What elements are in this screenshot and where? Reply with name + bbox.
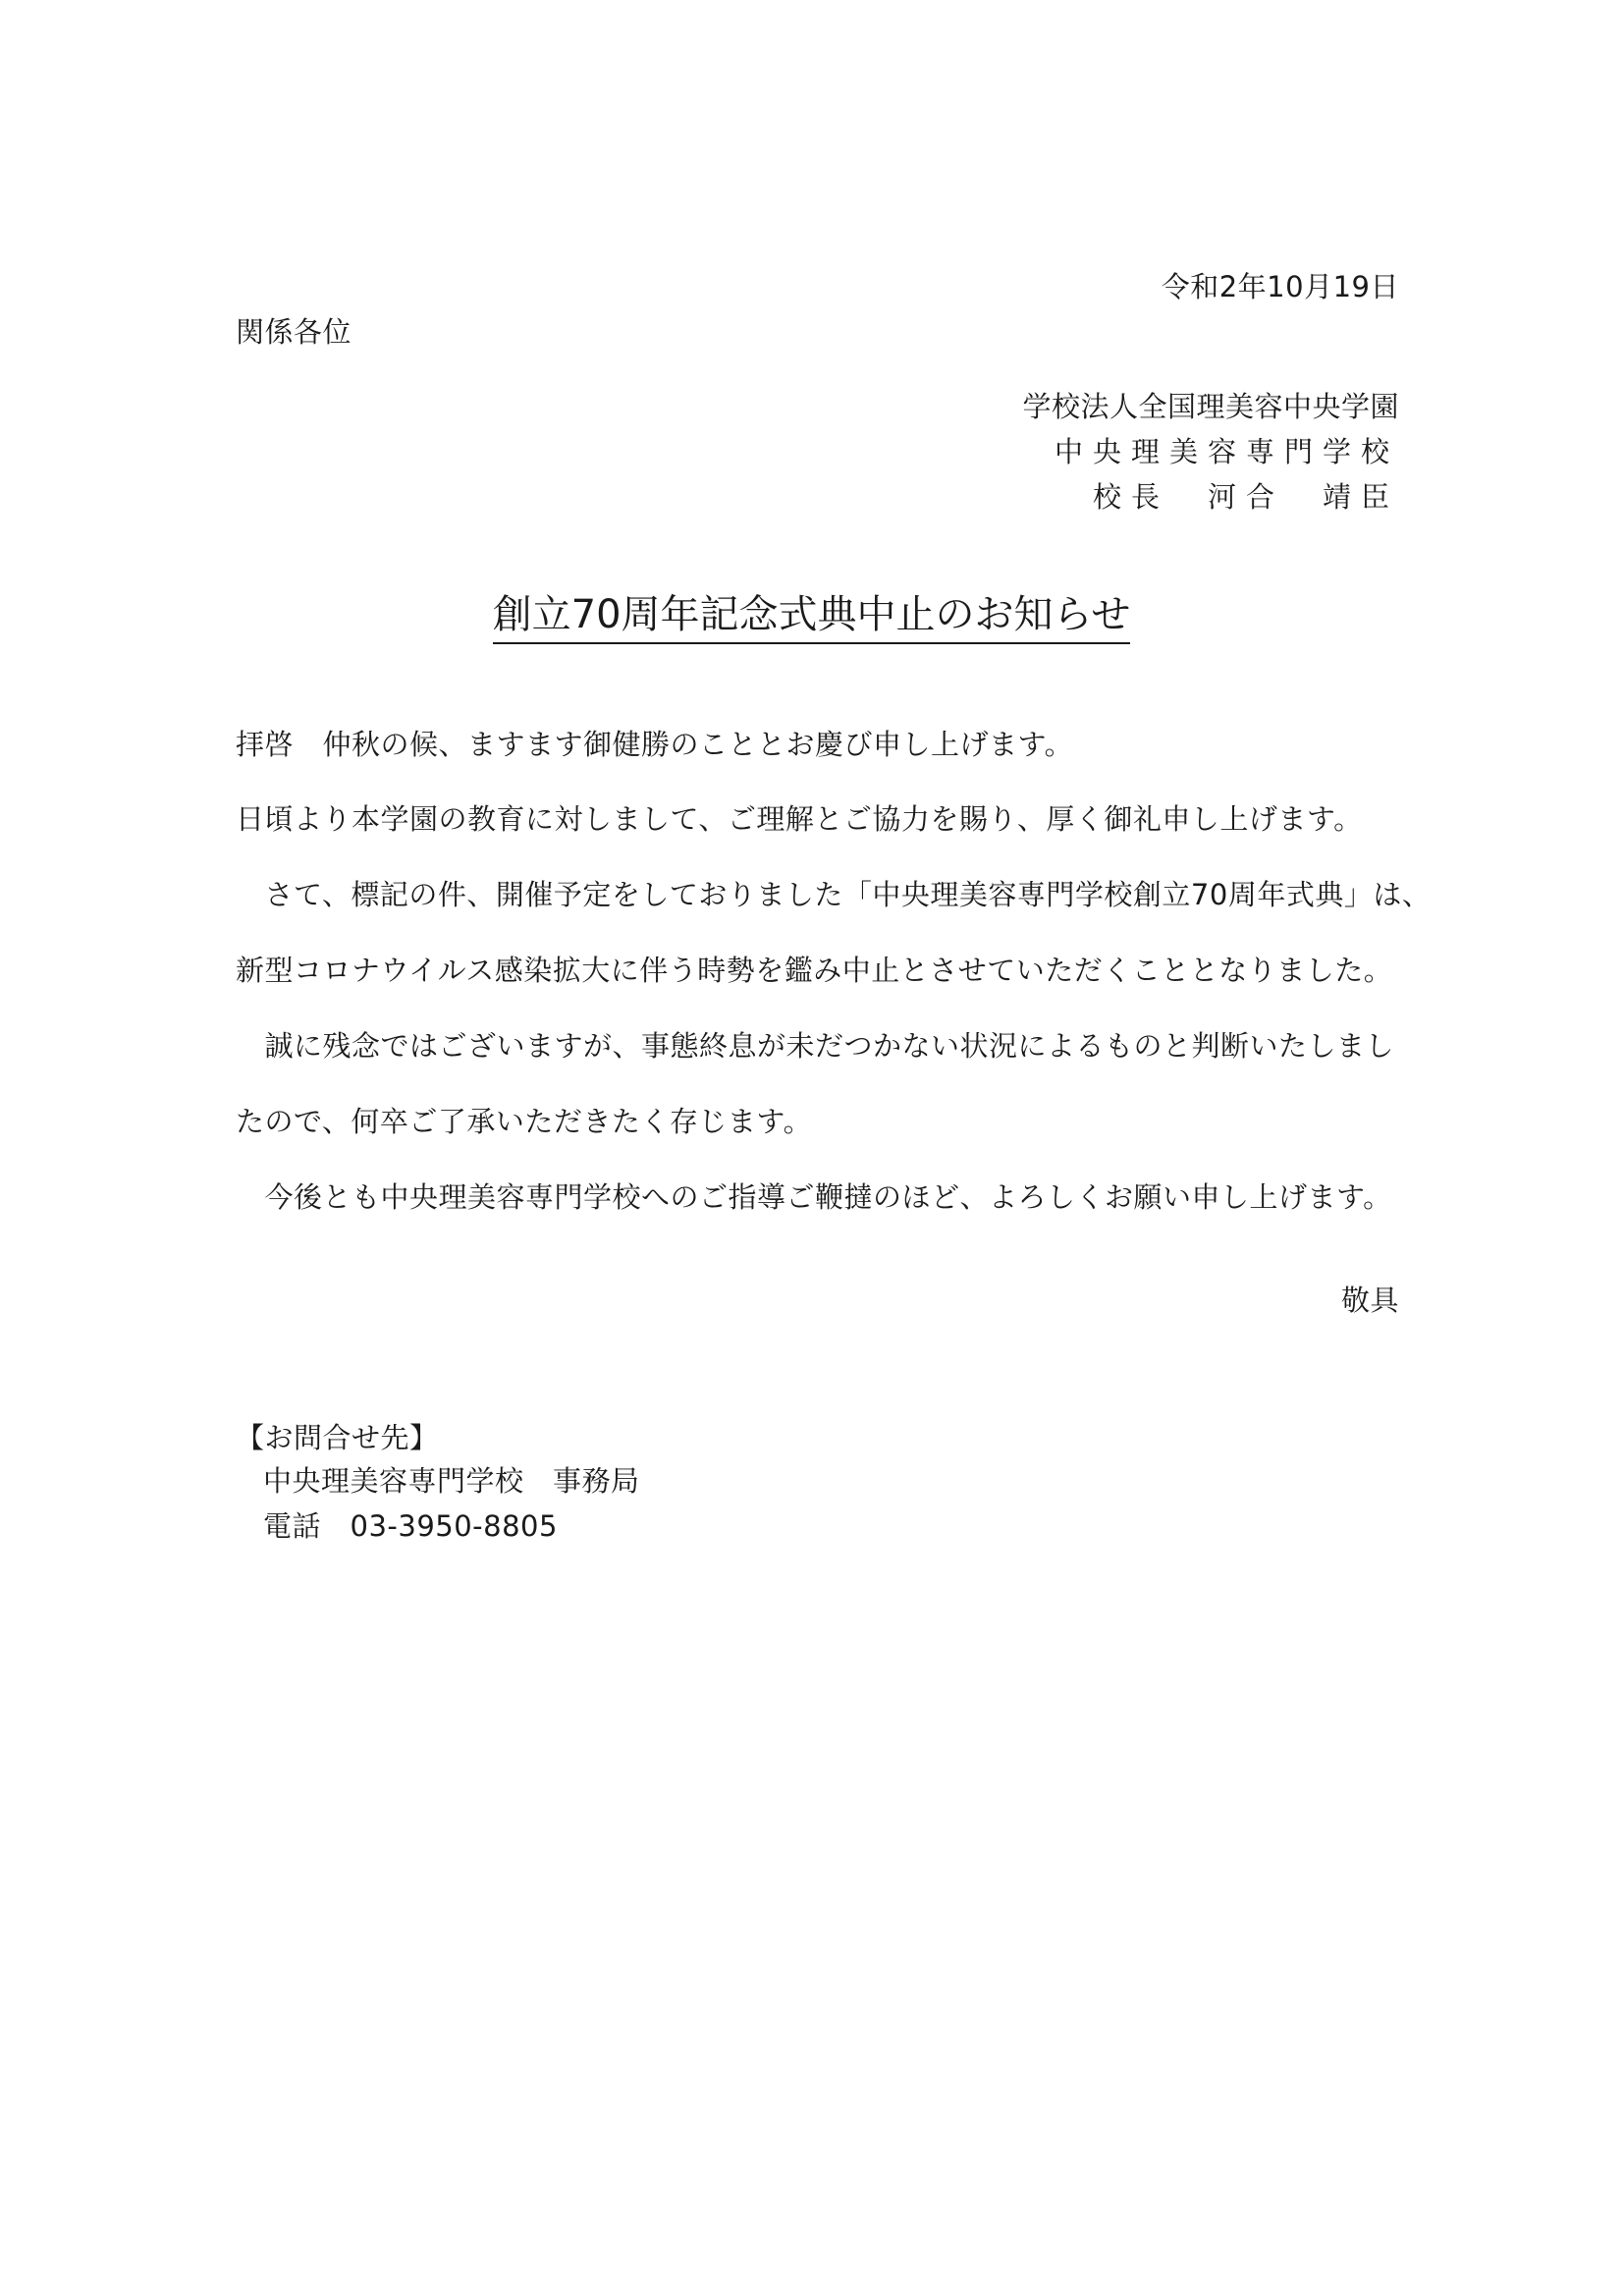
addressee: 関係各位 — [236, 315, 352, 349]
body-line-cancellation: 新型コロナウイルス感染拡大に伴う時勢を鑑み中止とさせていただくこととなりました。 — [236, 954, 1393, 987]
body-line-greeting: 拝啓 仲秋の候、ますます御健勝のこととお慶び申し上げます。 — [236, 728, 1074, 761]
body-line-understanding: たので、何卒ご了承いただきたく存じます。 — [236, 1105, 813, 1138]
body-line-request: 今後とも中央理美容専門学校へのご指導ご鞭撻のほど、よろしくお願い申し上げます。 — [236, 1180, 1392, 1214]
sender-organization: 学校法人全国理美容中央学園 — [1022, 390, 1399, 423]
body-line-thanks: 日頃より本学園の教育に対しまして、ご理解とご協力を賜り、厚く御礼申し上げます。 — [236, 802, 1363, 836]
contact-office: 中央理美容専門学校 事務局 — [263, 1464, 640, 1498]
sender-school: 中央理美容専門学校 — [1054, 435, 1399, 468]
letter-title-wrapper — [0, 591, 1623, 644]
sender-principal: 校長 河合 靖臣 — [1092, 480, 1399, 514]
letter-title: 創立70周年記念式典中止のお知らせ — [493, 591, 1131, 644]
letter-date: 令和2年10月19日 — [1161, 270, 1399, 303]
contact-heading: 【お問合せ先】 — [236, 1421, 439, 1454]
closing-word: 敬具 — [1340, 1284, 1399, 1317]
contact-phone: 電話 03-3950-8805 — [263, 1509, 558, 1543]
body-line-regret: 誠に残念ではございますが、事態終息が未だつかない状況によるものと判断いたしまし — [236, 1029, 1395, 1063]
body-line-event: さて、標記の件、開催予定をしておりました「中央理美容専門学校創立70周年式典」は、 — [236, 878, 1432, 911]
